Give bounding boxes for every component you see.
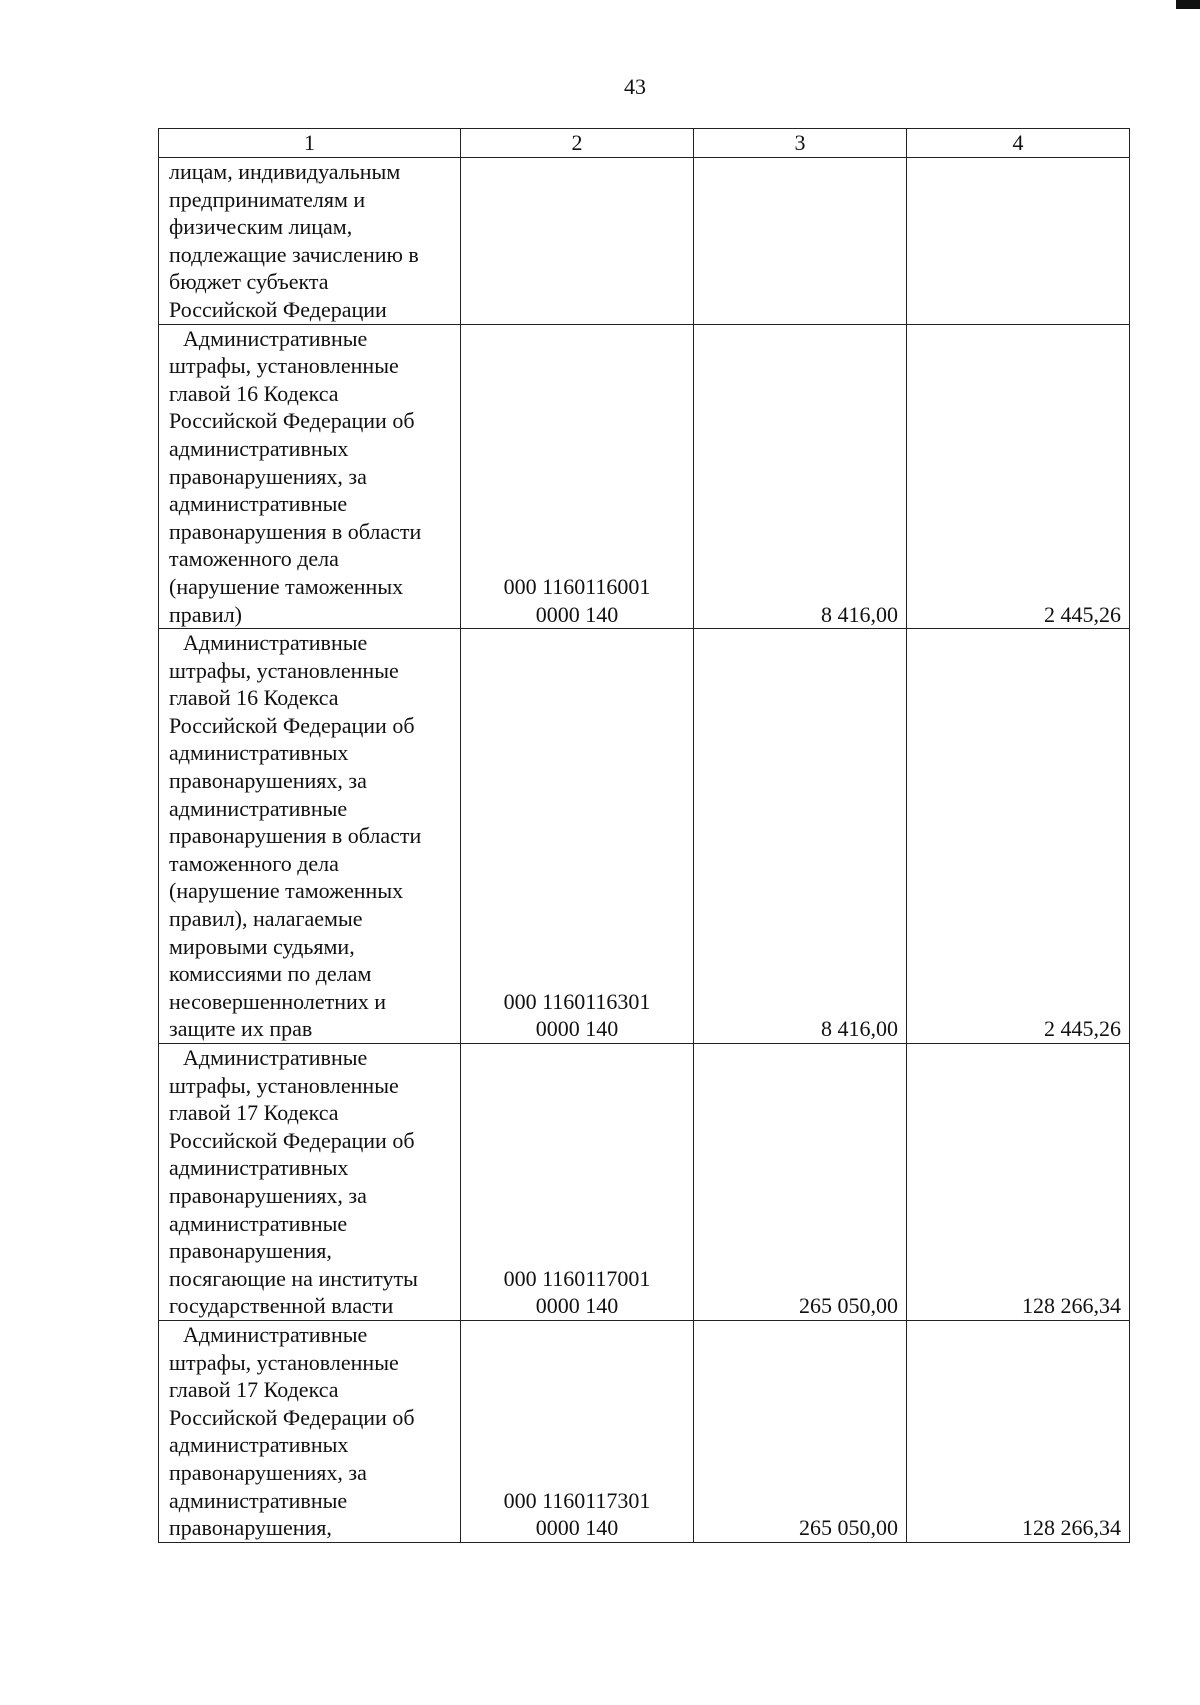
description-line: посягающие на институты	[169, 1265, 418, 1291]
description-line: физическим лицам,	[169, 214, 353, 240]
code-line: 0000 140	[535, 1016, 619, 1042]
description-line: подлежащие зачислению в	[169, 241, 419, 267]
code-line: 0000 140	[535, 1293, 619, 1319]
description-line: административных	[169, 1155, 349, 1181]
row-description	[159, 629, 461, 1044]
scan-corner-mark	[1176, 0, 1200, 9]
table-row	[159, 629, 1130, 1044]
description-line: правонарушения,	[169, 1515, 332, 1541]
description-line: (нарушение таможенных	[169, 878, 404, 904]
description-line: лицам, индивидуальным	[169, 159, 401, 184]
row-code	[461, 324, 694, 629]
description-line: таможенного дела	[169, 850, 339, 876]
row-description	[159, 324, 461, 629]
description-line: Административные	[183, 325, 368, 351]
code-line: 000 1160116001	[503, 573, 651, 599]
row-code	[461, 158, 694, 325]
row-code	[461, 1320, 694, 1542]
row-value-col-4: 128 266,34	[907, 1320, 1130, 1542]
table-row	[159, 1044, 1130, 1321]
code-line: 000 1160117001	[503, 1265, 651, 1291]
description-line: Административные	[183, 630, 368, 656]
description-line: Российской Федерации об	[169, 712, 415, 738]
description-line: Административные	[183, 1045, 368, 1070]
description-line: административные	[169, 1487, 348, 1513]
description-line: Российской Федерации об	[169, 1404, 415, 1430]
description-line: главой 17 Кодекса	[169, 1100, 339, 1126]
description-line: правонарушениях, за	[169, 768, 367, 794]
row-value-col-3	[694, 158, 907, 325]
row-code	[461, 629, 694, 1044]
description-line: мировыми судьями,	[169, 933, 355, 959]
description-line: комиссиями по делам	[169, 961, 372, 987]
description-line: правил), налагаемые	[169, 906, 363, 932]
description-line: административные	[169, 491, 348, 517]
description-line: правонарушения в области	[169, 823, 422, 849]
code-line: 000 1160116301	[503, 988, 651, 1014]
code-line: 000 1160117301	[503, 1487, 651, 1513]
row-value-col-3: 8 416,00	[694, 324, 907, 629]
description-line: правонарушения,	[169, 1238, 332, 1264]
row-value-col-3: 265 050,00	[694, 1320, 907, 1542]
description-line: штрафы, установленные	[169, 1349, 399, 1375]
header-col-4: 4	[907, 129, 1130, 158]
description-line: Российской Федерации	[169, 296, 387, 322]
description-line: административные	[169, 1210, 348, 1236]
table-header-row	[159, 129, 1130, 158]
header-col-2: 2	[461, 129, 694, 158]
description-line: несовершеннолетних и	[169, 988, 387, 1014]
table-row	[159, 324, 1130, 629]
page-number: 43	[624, 74, 646, 99]
table-row	[159, 158, 1130, 325]
row-value-col-4	[907, 158, 1130, 325]
description-line: главой 16 Кодекса	[169, 380, 339, 406]
description-line: правонарушениях, за	[169, 463, 367, 489]
table-row	[159, 1320, 1130, 1542]
description-line: бюджет субъекта	[169, 269, 329, 295]
description-line: штрафы, установленные	[169, 1072, 399, 1098]
row-description	[159, 1044, 461, 1321]
description-line: защите их прав	[169, 1016, 313, 1042]
row-value-col-4: 2 445,26	[907, 629, 1130, 1044]
code-line: 0000 140	[535, 601, 619, 627]
description-line: (нарушение таможенных	[169, 573, 404, 599]
description-line: административных	[169, 740, 349, 766]
description-line: предпринимателям и	[169, 186, 366, 212]
header-col-1: 1	[159, 129, 461, 158]
row-description	[159, 1320, 461, 1542]
row-code	[461, 1044, 694, 1321]
description-line: правонарушения в области	[169, 518, 422, 544]
description-line: административных	[169, 435, 349, 461]
description-line: таможенного дела	[169, 546, 339, 572]
description-line: правонарушениях, за	[169, 1459, 367, 1485]
description-line: штрафы, установленные	[169, 353, 399, 379]
row-value-col-3: 265 050,00	[694, 1044, 907, 1321]
description-line: главой 16 Кодекса	[169, 685, 339, 711]
description-line: Административные	[183, 1321, 368, 1347]
description-line: Российской Федерации об	[169, 408, 415, 434]
description-line: главой 17 Кодекса	[169, 1377, 339, 1403]
description-line: административных	[169, 1432, 349, 1458]
description-line: Российской Федерации об	[169, 1127, 415, 1153]
description-line: административные	[169, 795, 348, 821]
row-value-col-4: 2 445,26	[907, 324, 1130, 629]
revenue-table	[158, 128, 1130, 1543]
header-col-3: 3	[694, 129, 907, 158]
description-line: государственной власти	[169, 1293, 394, 1319]
row-value-col-4: 128 266,34	[907, 1044, 1130, 1321]
description-line: правонарушениях, за	[169, 1182, 367, 1208]
row-description	[159, 158, 461, 325]
description-line: штрафы, установленные	[169, 657, 399, 683]
description-line: правил)	[169, 601, 243, 627]
row-value-col-3: 8 416,00	[694, 629, 907, 1044]
code-line: 0000 140	[535, 1515, 619, 1541]
